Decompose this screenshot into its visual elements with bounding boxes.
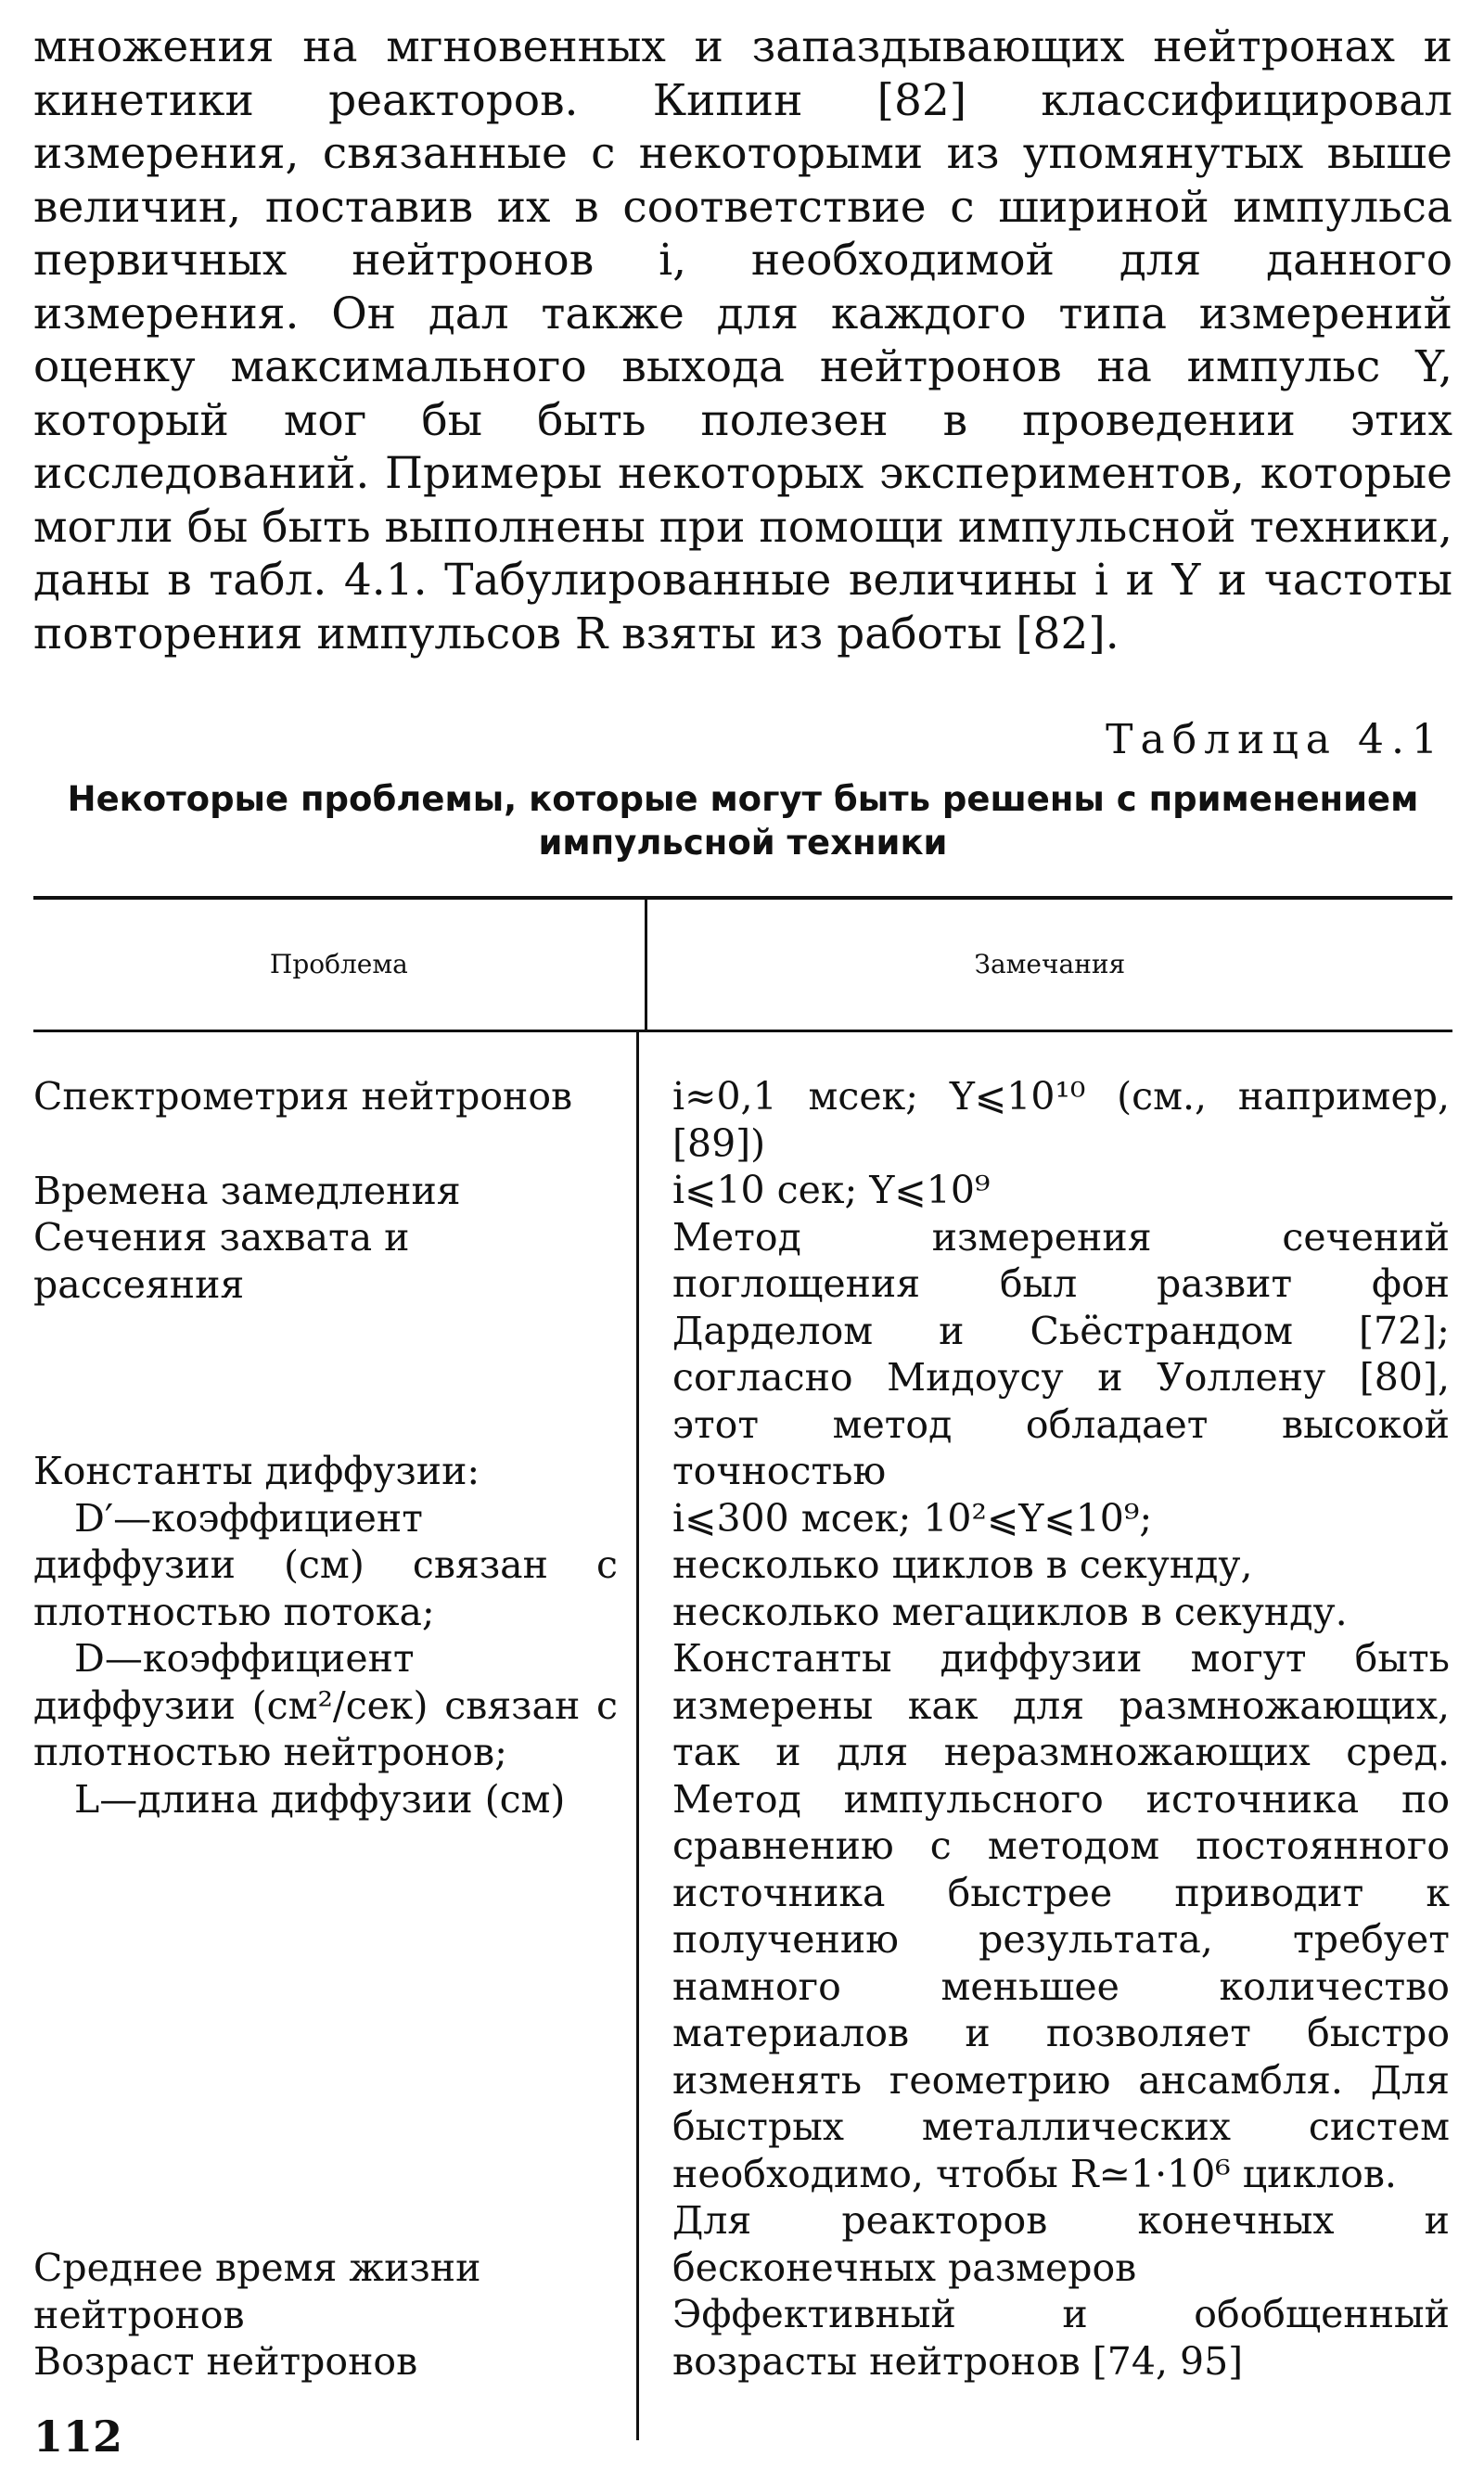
page-number: 112 (33, 2411, 123, 2462)
problem-item: D—коэффициент диффузии (см²/сек) связан с плотностью нейтронов; (33, 1636, 618, 1774)
problem-item: Спектрометрия нейтронов (33, 1074, 573, 1119)
remark-item: Для реакторов конечных и бесконечных размеров (672, 2198, 1450, 2290)
remark-item: несколько циклов в секунду, (672, 1542, 1253, 1587)
remark-item: i⩽10 сек; Y⩽10⁹ (672, 1168, 991, 1212)
remark-item: Эффективный и обобщенный возрасты нейтронов [74, 95] (672, 2292, 1450, 2384)
table-body (33, 1032, 1452, 2440)
problem-item: Среднее время жизни нейтронов (33, 2245, 481, 2337)
remark-item: Константы диффузии могут быть измерены как для размножающих, так и для неразмножающих сред. Метод импульсного источника по сравнению с методом постоянного источника быстрее приводит к получению результата, требует намного меньшее количество материалов и позволяет быстро изменять геометрию ансамбля. Для быстрых металлических систем необходимо, чтобы R≃1·10⁶ циклов. (672, 1636, 1450, 2196)
header-problem: Проблема (269, 949, 408, 979)
remark-item: Метод измерения сечений поглощения был развит фон Дарделом и Сьёстрандом [72]; согласно Мидоусу и Уоллену [80], этот метод обладает высокой точностью (672, 1214, 1450, 1493)
intro-paragraph: множения на мгновенных и запаздывающих нейтронах и кинетики реакторов. Кипин [82] классифицировал измерения, связанные с некоторыми из упомянутых выше величин, поставив их в соответствие с шириной импульса первичных нейтронов i, необходимой для данного измерения. Он дал также для каждого типа измерений оценку максимального выхода нейтронов на импульс Y, который мог бы быть полезен в проведении этих исследований. Примеры некоторых экспериментов, которые могли бы быть выполнены при помощи импульсной техники, даны в табл. 4.1. Табулированные величины i и Y и частоты повторения импульсов R взяты из работы [82]. (33, 21, 1452, 659)
problems-table (33, 896, 1452, 2440)
problem-item: Возраст нейтронов (33, 2339, 418, 2384)
page (33, 20, 1452, 2440)
problem-item: L—длина диффузии (см) (74, 1776, 566, 1822)
header-remarks: Замечания (974, 949, 1126, 979)
remark-item: i⩽300 мсек; 10²⩽Y⩽10⁹; (672, 1495, 1153, 1541)
problems-column (33, 1032, 636, 2440)
table-header-row (33, 900, 1452, 1030)
problem-item: Константы диффузии: (33, 1449, 480, 1493)
remark-item: i≈0,1 мсек; Y⩽10¹⁰ (см., например, [89]) (672, 1074, 1450, 1166)
problem-item: Времена замедления (33, 1168, 461, 1213)
problem-item: Сечения захвата и рассеяния (33, 1215, 410, 1307)
table-caption: Некоторые проблемы, которые могут быть решены с применением импульсной техники (67, 779, 1419, 863)
remarks-column (639, 1032, 1450, 2440)
table-number: Таблица 4.1 (1106, 716, 1445, 763)
remark-item: несколько мегациклов в секунду. (672, 1589, 1348, 1634)
problem-item: D′—коэффициент диффузии (см) связан с плотностью потока; (33, 1495, 618, 1634)
